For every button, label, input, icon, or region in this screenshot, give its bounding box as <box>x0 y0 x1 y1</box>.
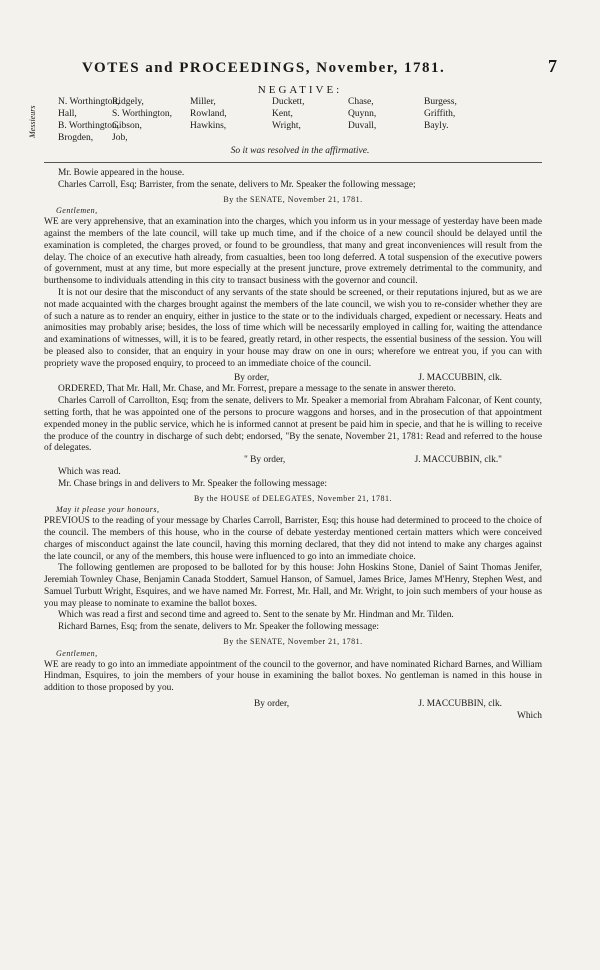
paragraph: WE are very apprehensive, that an examination into the charges, which you inform us in your message of yesterday have been made against the members of the late council, will take up much time, and if the choice of a new council should be delayed until the examination is completed, the charges proved, or found to be groundless, that many and great inconveniences will result from the delay. The choice of an executive hath already, from casualties, been too long deferred. A total suspension of the executive powers of government, must at any time, but more especially at the present juncture, prove extremely detrimental to the community, and burthensome to individuals attending in this city to transact business with the governor and council. <box>44 217 542 287</box>
voter-name: Bayly. <box>424 121 449 131</box>
house-heading: By the HOUSE of DELEGATES, November 21, 1781. <box>193 493 393 503</box>
divider <box>44 162 542 163</box>
signature-by: By order, <box>254 699 290 710</box>
negative-label: NEGATIVE: <box>257 84 343 96</box>
voter-name: S. Worthington, <box>112 109 173 119</box>
signature <box>44 699 542 711</box>
paragraph: Which was read. <box>58 466 121 477</box>
paragraph: The following gentlemen are proposed to be balloted for by this house: John Hoskins Stone, Daniel of Saint Thomas Jenifer, Jeremiah Townley Chase, Benjamin Canada Stoddert, Samuel Hanson, of Samuel, James Brice, James M'Henry, Stephen West, and Samuel Turbutt Wright, Esquires, and we have named Mr. Forrest, Mr. Hall, and Mr. Wright, to join such members of your house as you may please to nominate to examine the ballot boxes. <box>44 563 542 609</box>
signature <box>44 373 542 385</box>
voter-name: B. Worthington, <box>58 121 120 131</box>
paragraph: Which was read a first and second time and agreed to. Sent to the senate by Mr. Hindman and Mr. Tilden. <box>58 610 454 621</box>
voter-name: Kent, <box>272 109 293 119</box>
voter-name: Quynn, <box>348 109 377 119</box>
signature <box>44 455 542 467</box>
catchword: Which <box>517 710 542 721</box>
voter-name: N. Worthington, <box>58 97 120 107</box>
senate-heading: By the SENATE, November 21, 1781. <box>223 637 363 647</box>
paragraph: Charles Carroll of Carrollton, Esq; from the senate, delivers to Mr. Speaker a memorial from Abraham Falconar, of Kent county, setting forth, that he was appointed one of the persons to procure waggons and horses, and in the prosecution of that appointment expended money in the public service, which he is informed cannot at present be paid him in specie, and that he is willing to receive the produce of the country in discharge of such debt; endorsed, "By the senate, November 21, 1781: Read and referred to the house of delegates. <box>44 396 542 454</box>
salutation: May it please your honours, <box>56 505 160 515</box>
salutation: Gentlemen, <box>56 206 98 216</box>
voter-name: Griffith, <box>424 109 456 119</box>
voter-name: Gibson, <box>112 121 142 131</box>
voter-name: Burgess, <box>424 97 457 107</box>
paragraph: Charles Carroll, Esq; Barrister, from the senate, delivers to Mr. Speaker the following message; <box>58 179 416 190</box>
voter-name: Chase, <box>348 97 374 107</box>
voter-name: Rowland, <box>190 109 227 119</box>
senate-heading: By the SENATE, November 21, 1781. <box>223 194 363 204</box>
voter-name: Job, <box>112 133 128 143</box>
voter-name: Miller, <box>190 97 216 107</box>
paragraph: Mr. Chase brings in and delivers to Mr. Speaker the following message: <box>58 478 327 489</box>
voter-name: Wright, <box>272 121 301 131</box>
paragraph: It is not our desire that the misconduct of any servants of the state should be screened, or their reputations injured, but as we are not made acquainted with the charges brought against the members of the late council, we wish you to re-consider whether they are of such a nature as to render an enquiry, either in justice to the state or to the individuals charged, expedient or necessary. Heats and animosities may probably arise; besides, the loss of time which will be necessarily employed in calling for, waiting the attendance and examinations of witnesses, will, it is to be feared, greatly retard, in other respects, the essential business of the session. You will be pleased also to consider, that an enquiry in your house may draw on one in ours; wherefore we entreat you, if you can with propriety wave the proposed enquiry, to proceed to an immediate choice of the council. <box>44 287 542 369</box>
main-text <box>44 168 542 723</box>
paragraph: ORDERED, That Mr. Hall, Mr. Chase, and Mr. Forrest, prepare a message to the senate in answer thereto. <box>58 384 456 395</box>
salutation: Gentlemen, <box>56 648 98 658</box>
page-number: 7 <box>548 56 557 76</box>
signature-name: J. MACCUBBIN, clk. <box>418 699 502 710</box>
paragraph: Richard Barnes, Esq; from the senate, delivers to Mr. Speaker the following message: <box>58 622 380 633</box>
voter-name: Brogden, <box>58 133 94 143</box>
paragraph: WE are ready to go into an immediate appointment of the council to the governor, and have nominated Richard Barnes, and William Hindman, Esquires, to join the members of your house in examining the ballot boxes. No gentleman is named in this house in addition to those proposed by you. <box>44 659 542 694</box>
signature-name: J. MACCUBBIN, clk. <box>418 372 502 383</box>
paragraph: Mr. Bowie appeared in the house. <box>58 168 185 178</box>
signature-name: J. MACCUBBIN, clk." <box>414 455 502 466</box>
voter-name: Duckett, <box>272 97 305 107</box>
voter-name: Ridgely, <box>112 97 144 107</box>
paragraph: PREVIOUS to the reading of your message by Charles Carroll, Barrister, Esq; this house had determined to proceed to the choice of the council. The members of this house, who in the course of debate yesterday mentioned certain matters which were conceived charges of misconduct against the late council, having this morning declared, that they did not intend to make any charges against the late council, or any of the members, this house were influenced to go into an immediate choice. <box>44 516 542 562</box>
vote-result: So it was resolved in the affirmative. <box>230 146 370 156</box>
voter-name: Hall, <box>58 109 77 119</box>
messieurs-side-label: Messieurs <box>28 105 37 139</box>
signature-by: By order, <box>234 372 270 383</box>
voter-name: Duvall, <box>348 121 377 131</box>
signature-by: " By order, <box>244 455 286 466</box>
page-header: VOTES and PROCEEDINGS, November, 1781. <box>82 60 446 76</box>
voter-name: Hawkins, <box>190 121 227 131</box>
